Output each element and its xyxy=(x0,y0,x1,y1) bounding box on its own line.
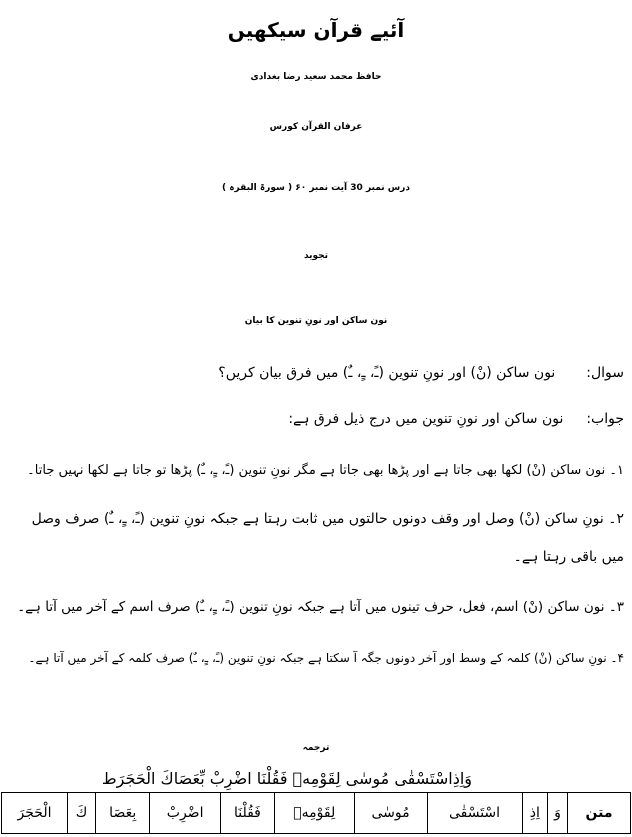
word-cell: بِعَصَا xyxy=(96,793,150,834)
translation-heading: ترجمہ xyxy=(302,743,330,753)
answer-line xyxy=(288,406,624,432)
course-title: عرفان القرآن کورس xyxy=(269,122,363,132)
word-cell: فَقُلْنَا xyxy=(220,793,274,834)
word-cell: وَ xyxy=(548,793,568,834)
question-line xyxy=(218,360,624,386)
section-heading: تجوید xyxy=(303,251,329,261)
word-cell: لِقَوْمِهٖ xyxy=(274,793,354,834)
lesson-number: درس نمبر 30 آیت نمبر ۶۰ ( سورۃ البقرہ ) xyxy=(222,183,410,193)
table-row xyxy=(2,793,631,834)
point-1: ۱۔ نون ساکن (نْ) لکھا بھی جاتا ہے اور پڑھا بھی جاتا ہے مگر نونِ تنوین (ـً، ـٍ، ـٌ) پڑھا تو جاتا ہے لکھا نہیں جاتا۔ xyxy=(27,463,624,478)
question-text: نون ساکن (نْ) اور نونِ تنوین (ـً، ـٍ، ـٌ) میں فرق بیان کریں؟ xyxy=(218,365,556,381)
main-title: آئیے قرآن سیکھیں xyxy=(227,18,405,42)
point-2-continuation: میں باقی رہتا ہے۔ xyxy=(513,549,624,565)
word-cell: اضْرِبْ xyxy=(150,793,221,834)
word-cell: مُوسٰی xyxy=(354,793,427,834)
question-label: سوال: xyxy=(586,365,624,381)
word-table xyxy=(1,792,631,834)
point-4: ۴۔ نونِ ساکن (نْ) کلمہ کے وسط اور آخر دونوں جگہ آ سکتا ہے جبکہ نونِ تنوین (ـً، ـٍ، ـٌ) صرف کلمہ کے آخر میں آتا ہے۔ xyxy=(28,651,624,665)
topic-heading: نون ساکن اور نونِ تنوین کا بیان xyxy=(244,316,388,326)
answer-label: جواب: xyxy=(586,411,624,427)
word-cell: كَ xyxy=(68,793,96,834)
word-cell: اِذِ xyxy=(522,793,548,834)
table-head-cell: متن xyxy=(568,793,631,834)
author-name: حافظ محمد سعید رضا بغدادی xyxy=(250,72,382,82)
answer-text: نون ساکن اور نونِ تنوین میں درج ذیل فرق ہے: xyxy=(288,411,564,427)
point-3: ۳۔ نون ساکن (نْ) اسم، فعل، حرف تینوں میں آتا ہے جبکہ نونِ تنوین (ـً، ـٍ، ـٌ) صرف اسم کے آخر میں آتا ہے۔ xyxy=(17,599,624,615)
word-cell: اسْتَسْقٰی xyxy=(427,793,522,834)
point-2: ۲۔ نونِ ساکن (نْ) وصل اور وقف دونوں حالتوں میں ثابت رہتا ہے جبکہ نونِ تنوین (ـً، ـٍ، ـٌ) صرف وصل xyxy=(31,511,624,527)
word-cell: الْحَجَرَ xyxy=(2,793,68,834)
ayah-text: وَاِذِاسْتَسْقٰی مُوسٰی لِقَوْمِهٖ فَقُلْنَا اضْرِبْ بِّعَصَاكَ الْحَجَرَط xyxy=(101,769,472,788)
